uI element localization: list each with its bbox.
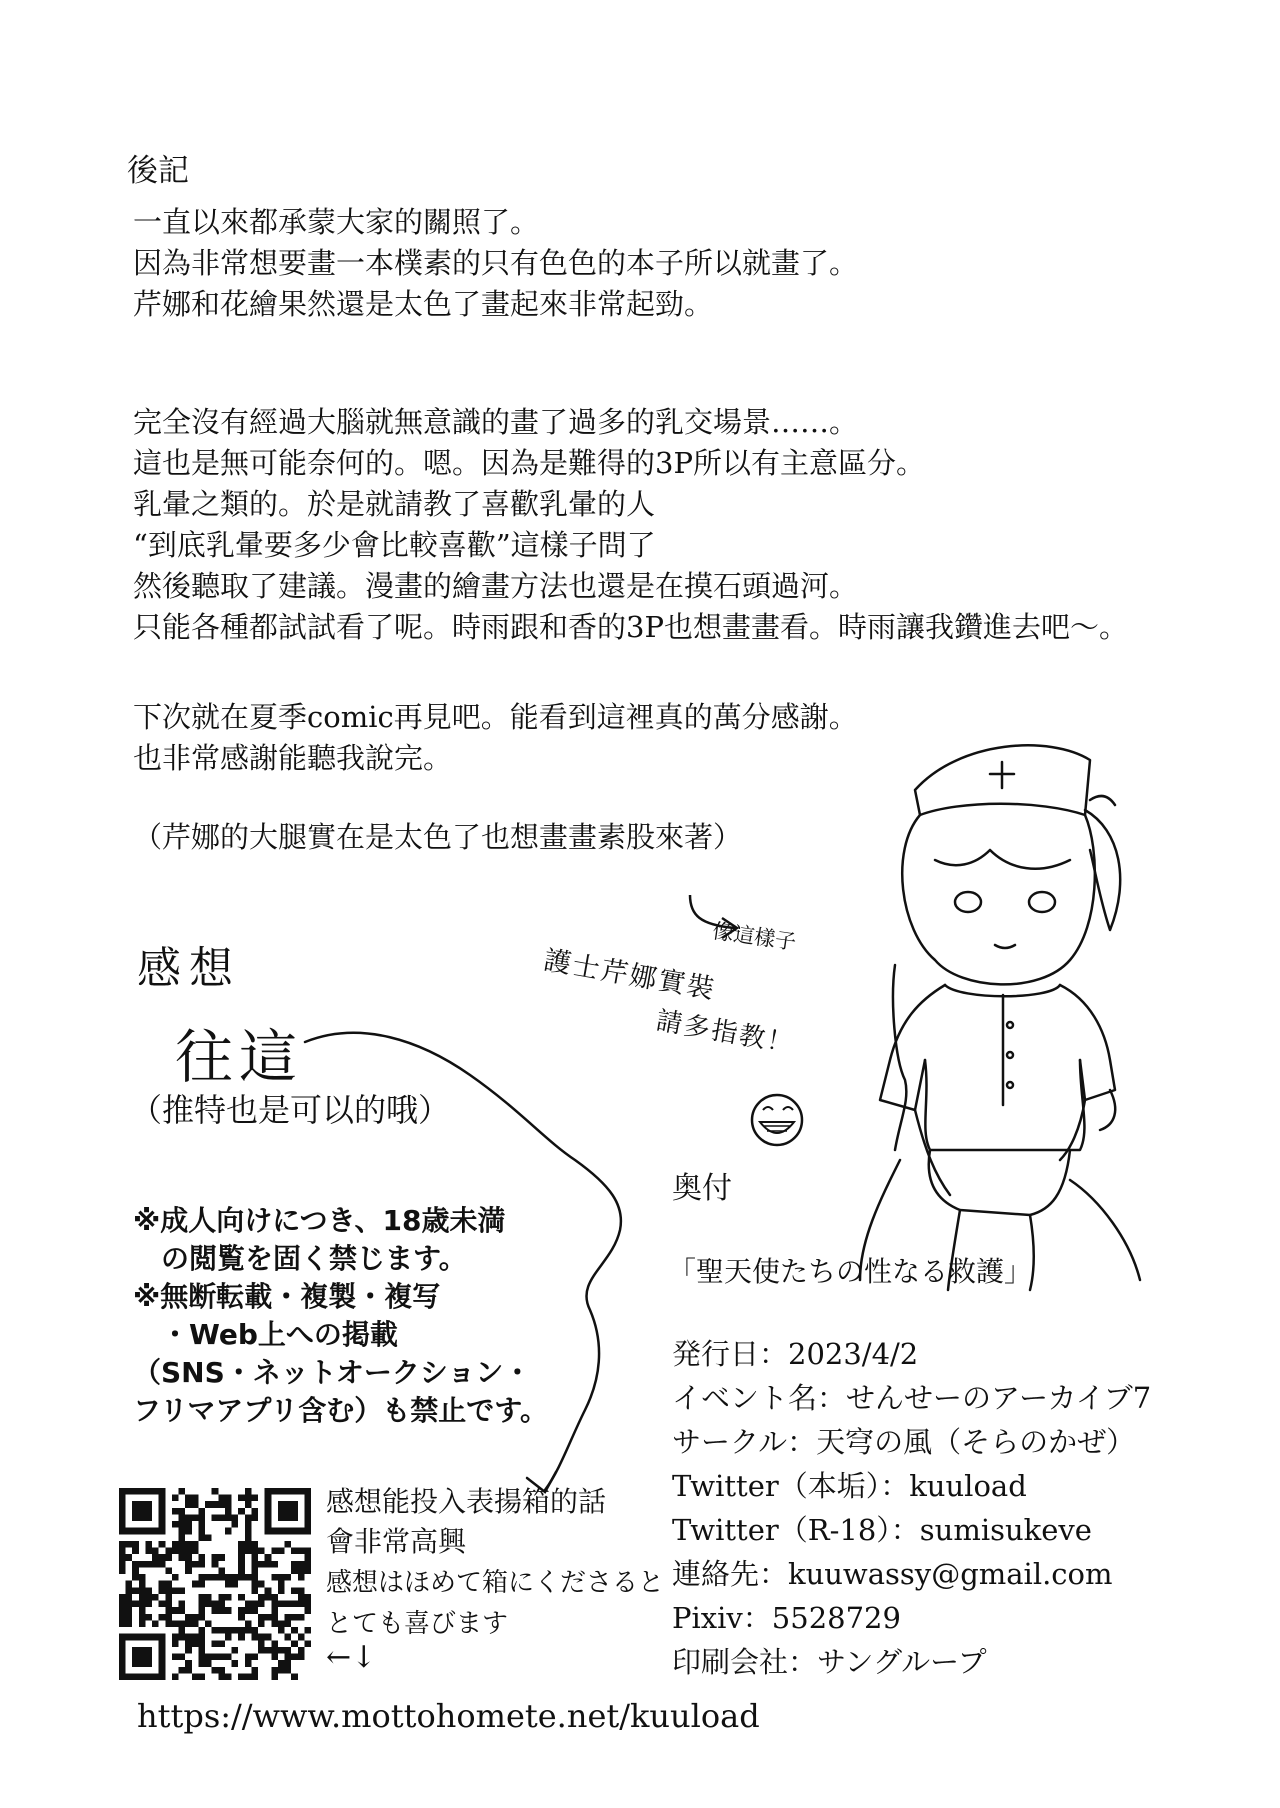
text-line: 因為非常想要畫一本樸素的只有色色的本子所以就畫了。 xyxy=(133,246,859,280)
feedback-box-line: 感想能投入表揚箱的話 xyxy=(326,1485,607,1518)
handwritten-twitter-note: （推特也是可以的哦） xyxy=(130,1091,451,1129)
colophon-pixiv: Pixiv：5528729 xyxy=(672,1601,901,1635)
nurse-character-sketch xyxy=(860,745,1140,1290)
colophon-contact: 連絡先：kuuwassy@gmail.com xyxy=(672,1557,1113,1591)
qr-code[interactable] xyxy=(119,1488,311,1680)
text-line: 只能各種都試試看了呢。時雨跟和香的3P也想畫畫看。時雨讓我鑽進去吧～。 xyxy=(133,610,1128,644)
handwritten-nurse-note-1: 護士芹娜實裝 xyxy=(541,944,719,1006)
text-line: 然後聽取了建議。漫畫的繪畫方法也還是在摸石頭過河。 xyxy=(133,569,859,603)
colophon-publish-date: 発行日：2023/4/2 xyxy=(672,1337,919,1371)
afterword-paragraph-3 xyxy=(133,697,858,779)
handwritten-like-this-note: 像這樣子 xyxy=(711,918,798,955)
afterword-paragraph-1 xyxy=(133,202,858,325)
afterword-paragraph-4 xyxy=(133,817,742,858)
text-line: 一直以來都承蒙大家的關照了。 xyxy=(133,205,540,239)
afterword-title: 後記 xyxy=(127,153,189,189)
colophon-heading: 奥付 xyxy=(672,1171,732,1206)
feedback-box-line: とても喜びます xyxy=(326,1609,509,1639)
text-line: “到底乳暈要多少會比較喜歡”這樣子問了 xyxy=(133,528,656,562)
text-line: 這也是無可能奈何的。嗯。因為是難得的3P所以有主意區分。 xyxy=(133,446,925,480)
adult-content-warning xyxy=(133,1202,548,1430)
text-line: 芹娜和花繪果然還是太色了畫起來非常起勁。 xyxy=(133,287,714,321)
text-line: （芹娜的大腿實在是太色了也想畫畫素股來著） xyxy=(133,820,743,854)
feedback-box-arrows: ←↓ xyxy=(326,1640,377,1675)
warning-line: ・Web上への掲載 xyxy=(133,1318,398,1351)
feedback-box-line: 會非常高興 xyxy=(326,1525,467,1558)
smiley-face-icon xyxy=(752,1095,802,1145)
text-line: 完全沒有經過大腦就無意識的畫了過多的乳交場景……。 xyxy=(133,405,859,439)
feedback-box-line: 感想はほめて箱にくださると xyxy=(326,1568,665,1598)
warning-line: ※成人向けにつき、18歳未満 xyxy=(133,1204,506,1237)
handwritten-feedback-label: 感想 xyxy=(137,943,241,994)
warning-line: フリマアプリ含む）も禁止です。 xyxy=(133,1394,548,1427)
text-line: 也非常感謝能聽我說完。 xyxy=(133,741,453,775)
text-line: 乳暈之類的。於是就請教了喜歡乳暈的人 xyxy=(133,487,656,521)
handwritten-this-way-label: 往這 xyxy=(175,1023,304,1091)
handwritten-nurse-note-2: 請多指教！ xyxy=(653,1005,797,1060)
colophon-circle-name: サークル：天穹の風（そらのかぜ） xyxy=(672,1425,1136,1459)
colophon-twitter-r18: Twitter（R-18）：sumisukeve xyxy=(672,1513,1092,1547)
colophon-twitter-main: Twitter（本垢）：kuuload xyxy=(672,1469,1027,1503)
colophon-printer: 印刷会社：サングループ xyxy=(672,1645,987,1679)
warning-line: の閲覧を固く禁じます。 xyxy=(133,1242,467,1275)
afterword-paragraph-2 xyxy=(133,402,1128,648)
feedback-url-link[interactable]: https://www.mottohomete.net/kuuload xyxy=(137,1697,760,1735)
colophon-event-name: イベント名：せんせーのアーカイブ7 xyxy=(672,1381,1152,1415)
text-line: 下次就在夏季comic再見吧。能看到這裡真的萬分感謝。 xyxy=(133,700,858,734)
warning-line: ※無断転載・複製・複写 xyxy=(133,1280,441,1313)
book-title: 「聖天使たちの性なる救護」 xyxy=(668,1255,1033,1288)
warning-line: （SNS・ネットオークション・ xyxy=(133,1356,532,1389)
